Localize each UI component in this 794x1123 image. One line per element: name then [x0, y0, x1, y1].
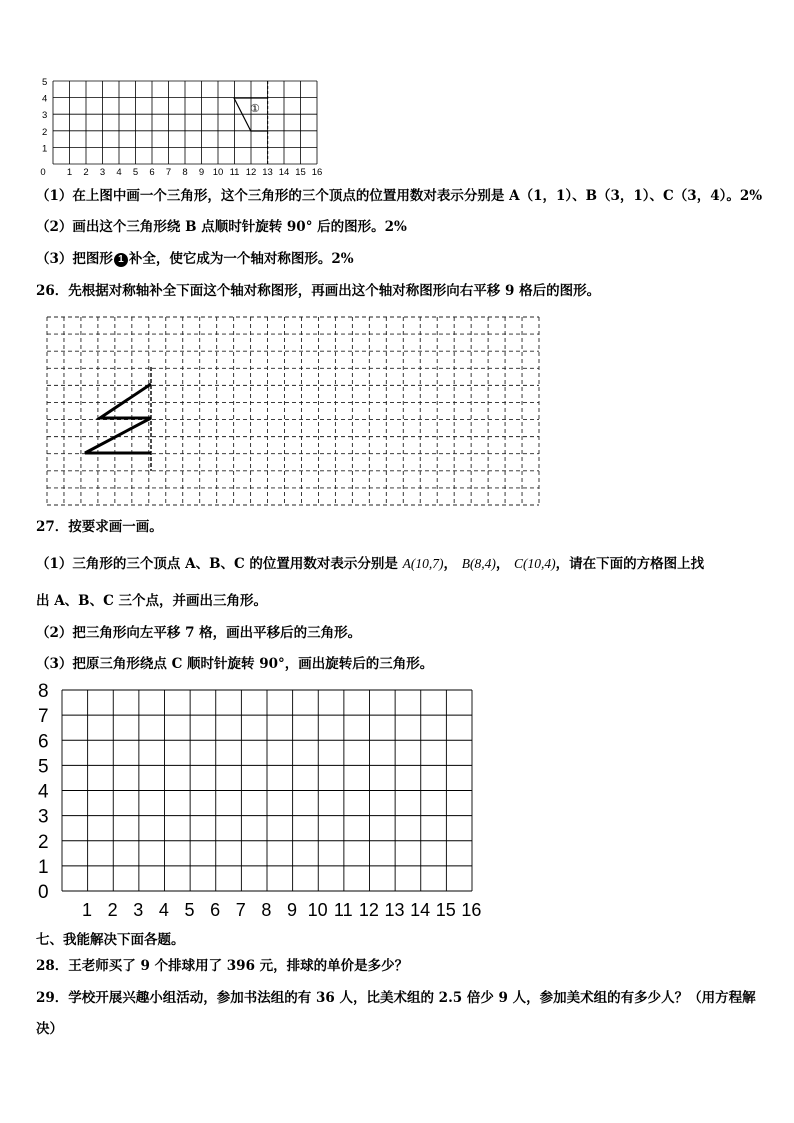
q29-line2: 决）	[36, 1021, 63, 1037]
grid-2-x-tick: 5	[184, 900, 195, 920]
grid-2-x-tick: 13	[384, 900, 405, 920]
point-a-coords: A(10,7)	[402, 556, 444, 571]
grid-1-x-tick: 15	[295, 167, 306, 178]
q28-text: 28．王老师买了 9 个排球用了 396 元，排球的单价是多少？	[36, 958, 409, 974]
grid-2-x-tick: 16	[461, 900, 482, 920]
grid-2-y-tick: 4	[38, 781, 49, 803]
dashed-grid	[44, 315, 544, 507]
grid-1-x-tick: 12	[245, 167, 257, 178]
grid-1-y-labels	[42, 77, 47, 154]
grid-2-y-tick: 8	[38, 681, 49, 702]
grid-2-x-tick: 14	[410, 900, 431, 920]
grid-2-y-tick: 5	[38, 756, 49, 778]
grid-2-y-tick: 6	[38, 731, 49, 753]
grid-2-x-tick: 15	[435, 900, 456, 920]
q27-sep-2: ，	[495, 556, 510, 572]
q26-half-shape	[85, 384, 151, 453]
section-7-title: 七、我能解决下面各题。	[36, 932, 185, 948]
grid-2-x-tick: 3	[133, 900, 144, 920]
q27-part1	[36, 555, 704, 573]
grid-2-x-tick: 12	[358, 900, 379, 920]
grid-1-x-tick: 11	[229, 167, 240, 178]
grid-1-x-tick: 8	[182, 167, 188, 178]
grid-1-x-tick: 14	[278, 167, 290, 178]
grid-1-x-tick: 9	[198, 167, 205, 178]
q25-part3-text-a: （3）把图形	[36, 251, 113, 267]
q27-title: 27．按要求画一画。	[36, 519, 163, 535]
grid-1-y-tick: 5	[42, 77, 48, 88]
q27-part1-text-b: ，请在下面的方格图上找	[555, 556, 705, 572]
grid-2-x-tick: 8	[261, 900, 272, 920]
grid-2-x-tick: 6	[210, 900, 221, 920]
grid-2-x-tick: 11	[333, 900, 353, 920]
grid-1-x-labels	[40, 167, 322, 178]
grid-2-y-tick: 7	[38, 706, 49, 728]
q27-part1-text-a: （1）三角形的三个顶点 A、B、C 的位置用数对表示分别是	[36, 556, 398, 572]
q25-part3-text-b: 补全，使它成为一个轴对称图形。2%	[128, 251, 354, 267]
grid-1-x-tick: 5	[132, 167, 139, 178]
q26-text: 26．先根据对称轴补全下面这个轴对称图形，再画出这个轴对称图形向右平移 9 格后的图形。	[36, 283, 601, 299]
grid-1-x-tick: 4	[116, 167, 122, 178]
grid-1-x-tick: 0	[40, 167, 46, 178]
grid-2-x-tick: 10	[307, 900, 328, 920]
q25-part1: （1）在上图中画一个三角形，这个三角形的三个顶点的位置用数对表示分别是 A（1，1）、B（3，1）、C（3，4）。2%	[36, 188, 763, 204]
q29-line1: 29．学校开展兴趣小组活动，参加书法组的有 36 人，比美术组的 2.5 倍少 9 人，参加美术组的有多少人？（用方程解	[36, 990, 756, 1006]
grid-1-x-tick: 2	[83, 167, 89, 178]
grid-1-x-tick: 3	[99, 167, 106, 178]
q27-part2: （2）把三角形向左平移 7 格，画出平移后的三角形。	[36, 625, 362, 641]
q27-part3: （3）把原三角形绕点 C 顺时针旋转 90°，画出旋转后的三角形。	[36, 656, 434, 672]
grid-2-y-tick: 0	[38, 882, 49, 903]
grid-1-x-tick: 7	[165, 167, 172, 178]
grid-1-x-tick: 10	[212, 167, 224, 178]
grid-1-x-tick: 13	[262, 167, 273, 178]
q27-part1-cont: 出 A、B、C 三个点，并画出三角形。	[36, 593, 268, 609]
grid-1-y-tick: 3	[42, 110, 48, 122]
grid-2-x-tick: 9	[286, 900, 298, 920]
grid-1-y-tick: 1	[42, 143, 48, 155]
grid-2-x-tick: 2	[107, 900, 118, 920]
grid-2-x-tick: 1	[81, 900, 93, 920]
q27-sep-1: ，	[443, 556, 458, 572]
grid-1-x-tick: 1	[66, 167, 73, 178]
point-b-coords: B(8,4)	[461, 556, 496, 571]
grid-2-x-tick: 4	[158, 900, 169, 920]
grid-2-y-labels	[38, 681, 49, 903]
grid-2-x-labels	[82, 900, 481, 920]
grid-1-x-tick: 6	[149, 167, 155, 178]
coordinate-grid-1	[30, 76, 330, 180]
circled-number-1: 1	[114, 253, 128, 267]
point-c-coords: C(10,4)	[514, 556, 556, 571]
grid-2-y-tick: 2	[38, 831, 49, 853]
shape-1-label: ①	[250, 103, 260, 115]
grid-2-lines	[62, 690, 472, 891]
dashed-grid-lines	[47, 317, 539, 505]
grid-1-x-tick: 16	[311, 167, 323, 178]
grid-2-y-tick: 3	[38, 806, 49, 828]
grid-1-y-tick: 2	[42, 126, 48, 138]
grid-2-y-tick: 1	[38, 856, 49, 878]
q25-part2: （2）画出这个三角形绕 B 点顺时针旋转 90° 后的图形。2%	[36, 219, 407, 235]
coordinate-grid-2	[30, 676, 490, 924]
grid-1-lines	[53, 81, 317, 164]
q25-part3	[36, 250, 354, 268]
grid-1-y-tick: 4	[42, 93, 48, 105]
grid-2-x-tick: 7	[235, 900, 246, 920]
